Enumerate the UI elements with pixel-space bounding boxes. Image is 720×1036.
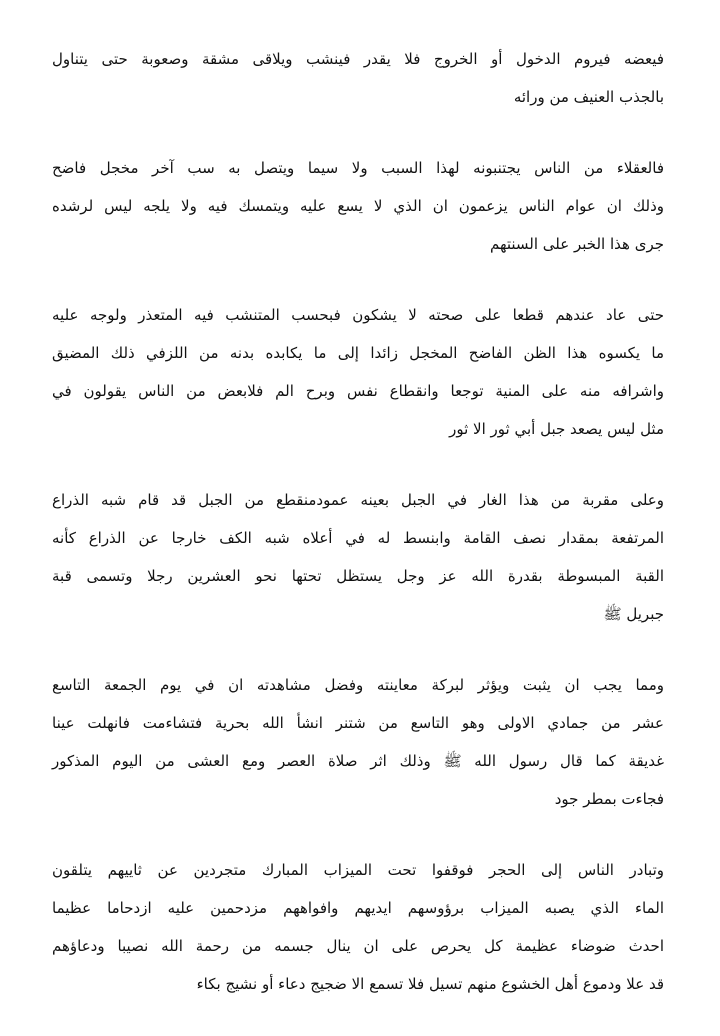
text-line: قد علا ودموع أهل الخشوع منهم تسيل فلا تسمع الا ضجيج دعاء أو نشيج بكاء [196, 975, 664, 993]
text-line: بالجذب العنيف من ورائه [513, 88, 664, 106]
paragraph-5 [52, 666, 664, 818]
text-line: ومما يجب ان يثبت ويؤثر لبركة معاينته وفضل مشاهدته ان في يوم الجمعة التاسع [52, 676, 664, 694]
text-line: فجاءت بمطر جود [554, 790, 664, 808]
document-page [52, 40, 664, 1036]
text-line: فيعضه فيروم الدخول أو الخروج فلا يقدر فينشب ويلاقى مشقة وصعوبة حتى يتناول [52, 50, 664, 68]
text-line: جرى هذا الخبر على السنتهم [489, 235, 664, 253]
paragraph-6 [52, 851, 664, 1003]
text-line: حتى عاد عندهم قطعا على صحته لا يشكون فبحسب المتنشب فيه المتعذر ولوجه عليه [52, 306, 664, 324]
text-line: الماء الذي يصبه الميزاب برؤوسهم ايديهم وافواههم مزدحمين عليه ازدحاما عظيما [52, 899, 664, 917]
text-line: وتبادر الناس إلى الحجر فوقفوا تحت الميزاب المبارك متجردين عن ثاييهم يتلقون [52, 861, 664, 879]
text-line: وعلى مقربة من هذا الغار في الجبل بعينه عمودمنقطع من الجبل قد قام شبه الذراع [52, 491, 664, 509]
text-line: واشرافه منه على المنية توجعا وانقطاع نفس وبرح الم فلابعض من الناس يقولون في [52, 382, 664, 400]
text-line: فالعقلاء من الناس يجتنبونه لهذا السبب ولا سيما ويتصل به سب آخر مخجل فاضح [52, 159, 664, 177]
text-line: وذلك ان عوام الناس يزعمون ان الذي لا يسع عليه ويتمسك فيه ولا يلجه ليس لرشده [52, 197, 664, 215]
text-line: احدث ضوضاء عظيمة كل يحرص على ان ينال جسمه من رحمة الله نصيبا ودعاؤهم [52, 937, 664, 955]
text-line: عشر من جمادي الاولى وهو التاسع من شتنر انشأ الله بحرية فتشاءمت فانهلت عينا [52, 714, 664, 732]
paragraph-1 [52, 40, 664, 116]
paragraph-2 [52, 149, 664, 263]
paragraph-4 [52, 481, 664, 633]
text-line: ما يكسوه هذا الظن الفاضح المخجل زائدا إلى ما يكابده بدنه من اللزفي ذلك المضيق [52, 344, 664, 362]
text-line: غديقة كما قال رسول الله ﷺ وذلك اثر صلاة العصر ومع العشى من اليوم المذكور [52, 752, 664, 770]
paragraph-3 [52, 296, 664, 448]
text-line: مثل ليس يصعد جبل أبي ثور الا ثور [449, 420, 664, 438]
text-line: المرتفعة بمقدار نصف القامة وابنسط له في أعلاه شبه الكف خارجا عن الذراع كأنه [52, 529, 664, 547]
text-line: جبريل ﷺ [603, 605, 664, 623]
text-line: القبة المبسوطة بقدرة الله عز وجل يستظل تحتها نحو العشرين رجلا وتسمى قبة [52, 567, 664, 585]
